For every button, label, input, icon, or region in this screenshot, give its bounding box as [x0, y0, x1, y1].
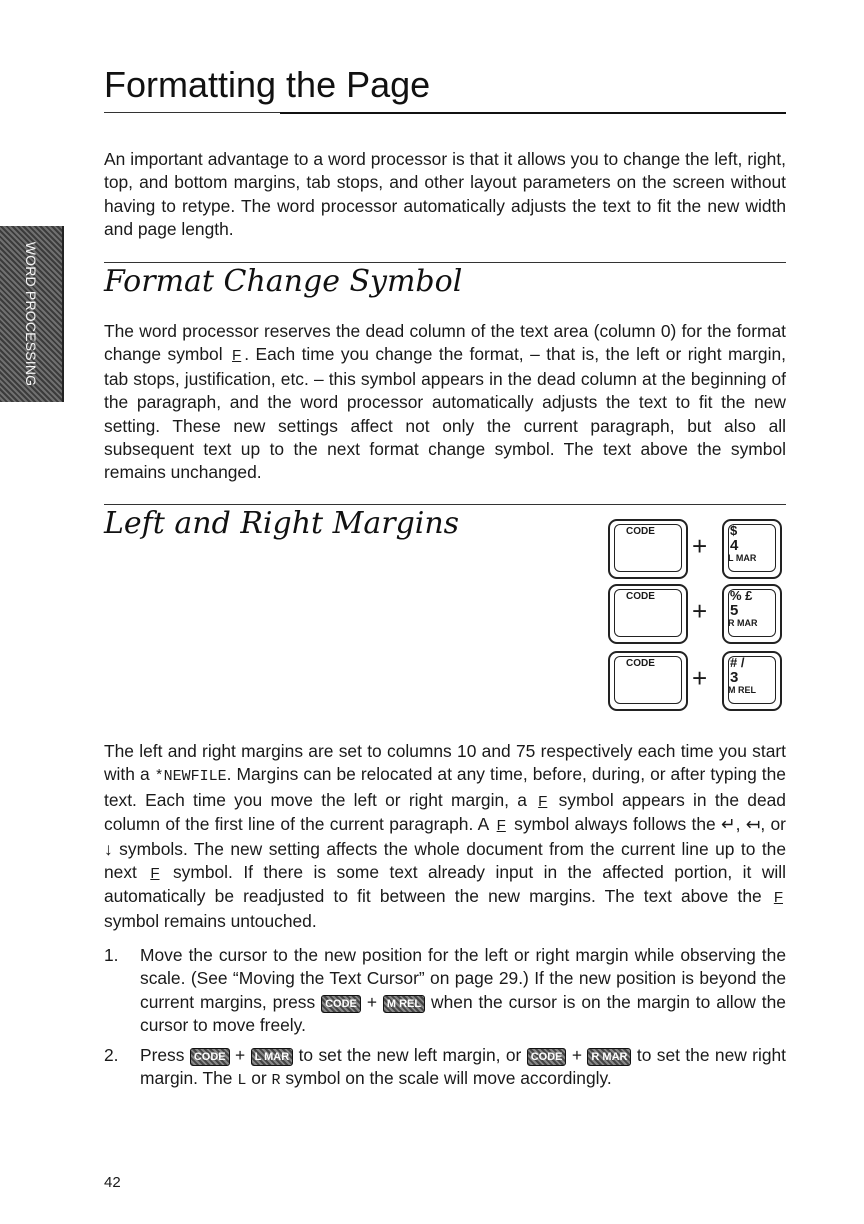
code-key-icon: [608, 651, 688, 711]
section1-text-a: The word processor reserves the dead column of the text area (column 0) for the format change symbol: [104, 321, 786, 365]
section2-text-3: symbol appears in the dead column of the first line of the current paragraph. A: [104, 789, 786, 835]
section2-text-5: symbols. The new setting affects the whole document from the current line up to the next: [104, 838, 787, 883]
format-symbol-icon: F: [232, 347, 242, 365]
indent-return-symbol-icon: ↤: [745, 814, 761, 835]
section1-rule: [104, 262, 786, 263]
step-text: or: [251, 1068, 267, 1089]
mrel-key-top: # /: [730, 655, 745, 670]
key-combo-rmar: [608, 584, 784, 642]
r-scale-symbol: R: [271, 1072, 281, 1090]
intro-paragraph: An important advantage to a word processor is that it allows you to change the left, right, top, and bottom margins, tab stops, and other layout parameters on the screen without having to retype. The word processor automatically adjusts the text to fit the new width and page length.: [104, 149, 786, 240]
section2-text-4: symbol always follows the: [514, 814, 716, 835]
rmar-key-num: 5: [730, 602, 739, 619]
plus-sign: +: [692, 663, 708, 693]
list-item: [104, 1044, 786, 1093]
section1-text-b: . Each time you change the format, – that is, the left or right margin, tab stops, justification, etc. – this symbol appears in the dead column at the beginning of the paragraph, and the word processor automatically adjusts the text to fit the new setting. These new settings affect not only the current paragraph, but also all subsequent text up to the next format change symbol. The text above the symbol remains unchanged.: [104, 344, 786, 483]
code-key-icon: [608, 584, 688, 644]
format-symbol-icon: F: [773, 889, 783, 907]
plus-sign: +: [235, 1044, 246, 1065]
lmar-key-label: L MAR: [728, 553, 757, 563]
steps-list: [104, 944, 786, 1098]
section1-heading: Format Change Symbol: [104, 264, 463, 299]
mrel-key-icon: M REL: [383, 995, 425, 1013]
format-symbol-icon: F: [538, 792, 548, 810]
format-symbol-icon: F: [150, 865, 160, 883]
key-combo-mrel: [608, 651, 784, 709]
list-item: [104, 944, 786, 1038]
section2-heading: Left and Right Margins: [104, 506, 460, 541]
lmar-key-num: 4: [730, 537, 739, 554]
rmar-key-icon: R MAR: [587, 1048, 631, 1066]
lmar-key-top: $: [730, 523, 738, 538]
rmar-key-label: R MAR: [728, 618, 758, 628]
plus-sign: +: [571, 1044, 583, 1065]
rmar-key-icon: [722, 584, 782, 644]
title-rule: [280, 112, 786, 114]
side-tab-label: WORD PROCESSING: [23, 241, 39, 387]
mrel-key-icon: [722, 651, 782, 711]
section2-text-2: . Margins can be relocated at any time, before, during, or after typing the text. Each time you move the left or right margin, a: [104, 764, 786, 810]
mrel-key-label: M REL: [728, 685, 756, 695]
step-text: Press: [140, 1044, 185, 1065]
section1-paragraph: [104, 320, 786, 485]
section2-paragraph: [104, 740, 786, 933]
title-rule-thin: [104, 112, 284, 113]
mrel-key-num: 3: [730, 669, 739, 686]
key-combo-lmar: [608, 519, 784, 577]
page-number: 42: [104, 1174, 121, 1191]
step-text: to set the new right margin. The: [140, 1044, 787, 1089]
return-symbol-icon: ↵: [721, 814, 736, 835]
newfile-command: *NEWFILE: [154, 768, 227, 786]
step-number: 1.: [104, 945, 119, 965]
code-key-label: CODE: [626, 591, 655, 602]
code-key-icon: CODE: [527, 1048, 567, 1066]
lmar-key-icon: [722, 519, 782, 579]
code-key-icon: [608, 519, 688, 579]
l-scale-symbol: L: [237, 1072, 247, 1090]
step-text: to set the new left margin, or: [298, 1044, 522, 1065]
code-key-icon: CODE: [321, 995, 361, 1013]
page-break-symbol-icon: ↓: [104, 838, 113, 859]
step-number: 2.: [104, 1044, 119, 1065]
plus-sign: +: [692, 531, 708, 561]
side-tab: [0, 226, 64, 402]
plus-sign: +: [366, 991, 377, 1012]
code-key-label: CODE: [626, 526, 655, 537]
sep-2: , or: [760, 814, 786, 835]
rmar-key-top: % £: [730, 588, 753, 603]
section2-text-7: symbol remains untouched.: [104, 910, 317, 931]
code-key-icon: CODE: [190, 1048, 230, 1066]
page-title: Formatting the Page: [104, 64, 431, 105]
code-key-label: CODE: [626, 658, 655, 669]
step-text: symbol on the scale will move accordingly.: [285, 1068, 612, 1089]
step-text: Move the cursor to the new position for the left or right margin while observing the scale. (See “Moving the Text Cursor” on page 29.) If the new position is beyond the current margins, press: [140, 945, 786, 1012]
section2-rule: [104, 504, 786, 505]
format-symbol-icon: F: [496, 817, 506, 835]
plus-sign: +: [692, 596, 708, 626]
step-text: when the cursor is on the margin to allow the cursor to move freely.: [140, 991, 786, 1036]
lmar-key-icon: L MAR: [251, 1048, 294, 1066]
section2-text-1: The left and right margins are set to columns 10 and 75 respectively each time you start with a: [104, 741, 786, 785]
sep-1: ,: [735, 814, 741, 835]
section2-text-6: symbol. If there is some text already input in the affected portion, it will automatically be readjusted to fit between the new margins. The text above the: [104, 862, 786, 907]
